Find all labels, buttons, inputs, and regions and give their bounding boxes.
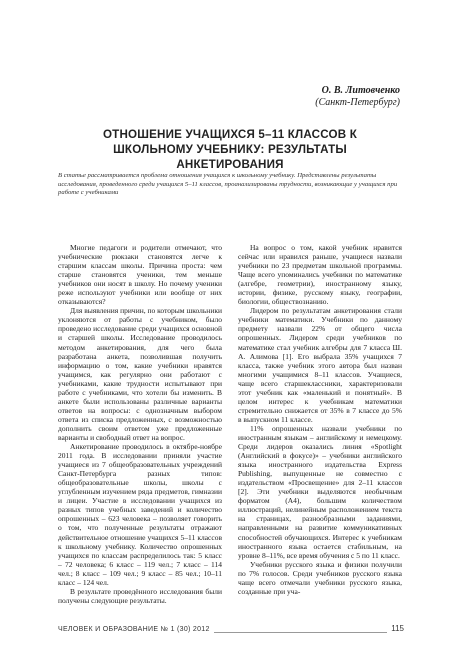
left-column [58, 243, 222, 605]
article-title: ОТНОШЕНИЕ УЧАЩИХСЯ 5–11 КЛАССОВ К ШКОЛЬНОМУ УЧЕБНИКУ: РЕЗУЛЬТАТЫ АНКЕТИРОВАНИЯ [102, 128, 358, 171]
paragraph: Многие педагоги и родители отмечают, что учебнические рюкзаки становятся легче к старшим классам школы. Причина проста: чем старше становятся ученики, тем меньше учебников они носят в школу. Но почему ученики реже используют учебники или вообще от них отказываются? [58, 243, 222, 307]
paragraph: Лидером по результатам анкетирования стали учебники математики. Учебники по данному предмету назвали 22% от общего числа опрошенных. Лидером среди учебников по математике стал учебник алгебры для 7 класса Ш. А. Алимова [1]. Его выбрала 35% учащихся 7 класса, также учебник этого автора был назван многими учащимися 8–11 классов. Учащиеся, чаще всего старшеклассники, характеризовали этот учебник как «маленький и понятный». В целом интерес к учебникам математики стремительно снижается от 35% в 7 классе до 5% в выпускном 11 классе. [238, 306, 402, 424]
author-city: (Санкт-Петербург) [315, 97, 400, 108]
journal-footer: ЧЕЛОВЕК И ОБРАЗОВАНИЕ № 1 (30) 2012 [58, 626, 214, 633]
paragraph: Учебники русского языка и физики получили по 7% голосов. Среди учебников русского языка чаще всего отмечали учебники русского языка, созданные при уча- [238, 559, 402, 596]
paragraph: На вопрос о том, какой учебник нравится сейчас или нравился раньше, учащиеся назвали учебники по 23 предметам школьной программы. Чаще всего упоминались учебники по математике (алгебре, геометрии), иностранному языку, истории, физике, русскому языку, географии, биологии, обществознанию. [238, 243, 402, 307]
right-column [238, 243, 402, 596]
page-number: 115 [387, 624, 404, 633]
paragraph: В результате проведённого исследования были получены следующие результаты. [58, 586, 222, 605]
paragraph: Для выявления причин, по которым школьники уклоняются от работы с учебником, было проведено исследование среди учащихся основной и старшей школы. Исследование проводилось методом анкетирования, для чего была разработана анкета, позволившая получить информацию о том, какие учебники нравятся учащимся, как регулярно они работают с учебниками, какие трудности испытывают при работе с учебниками, что хотели бы изменить. В анкете были использованы различные варианты ответов на вопросы: с однозначным выбором ответа из списка предложенных, с возможностью дополнить своим ответом уже предложенные варианты и свободный ответ на вопрос. [58, 306, 222, 442]
paragraph: Анкетирование проводилось в октябре-ноябре 2011 года. В исследовании приняли участие учащиеся из 7 общеобразовательных учреждений Санкт-Петербурга разных типов: общеобразовательные школы, школы с углубленным изучением ряда предметов, гимназии и лицеи. Участие в исследовании учащихся из разных типов учебных заведений и количество опрошенных – 623 человека – позволяет говорить о том, что полученные результаты отражают действительное отношение учащихся 5–11 классов к школьному учебнику. Количество опрошенных учащихся по классам распределилось так: 5 класс – 72 человека; 6 класс – 119 чел.; 7 класс – 114 чел.; 8 класс – 109 чел.; 9 класс – 85 чел.; 10–11 класс – 124 чел. [58, 442, 222, 587]
author-name: О. В. Литовченко [321, 85, 400, 96]
author-block [315, 85, 400, 109]
paragraph: 11% опрошенных назвали учебники по иностранным языкам – английскому и немецкому. Среди лидеров оказались линия «Spotlight (Английский в фокусе)» – учебники английского языка иностранного издательства Express Publishing, выпущенные не совместно с издательством «Просвещение» для 2–11 классов [2]. Эти учебники выделяются необычным форматом (А4), большим количеством иллюстраций, нелинейным расположением текста на страницах, разнообразными заданиями, направленными на развитие коммуникативных способностей обучающихся. Интерес к учебникам иностранного языка остается стабильным, на уровне 8–11%, все время обучения с 5 по 11 класс. [238, 423, 402, 560]
article-abstract: В статье рассматривается проблема отношения учащихся к школьному учебнику. Представлены результаты исследования, проведенного среди учащихся 5–11 классов, проанализированы трудности, возникающие у учащихся при работе с учебниками [58, 172, 398, 197]
